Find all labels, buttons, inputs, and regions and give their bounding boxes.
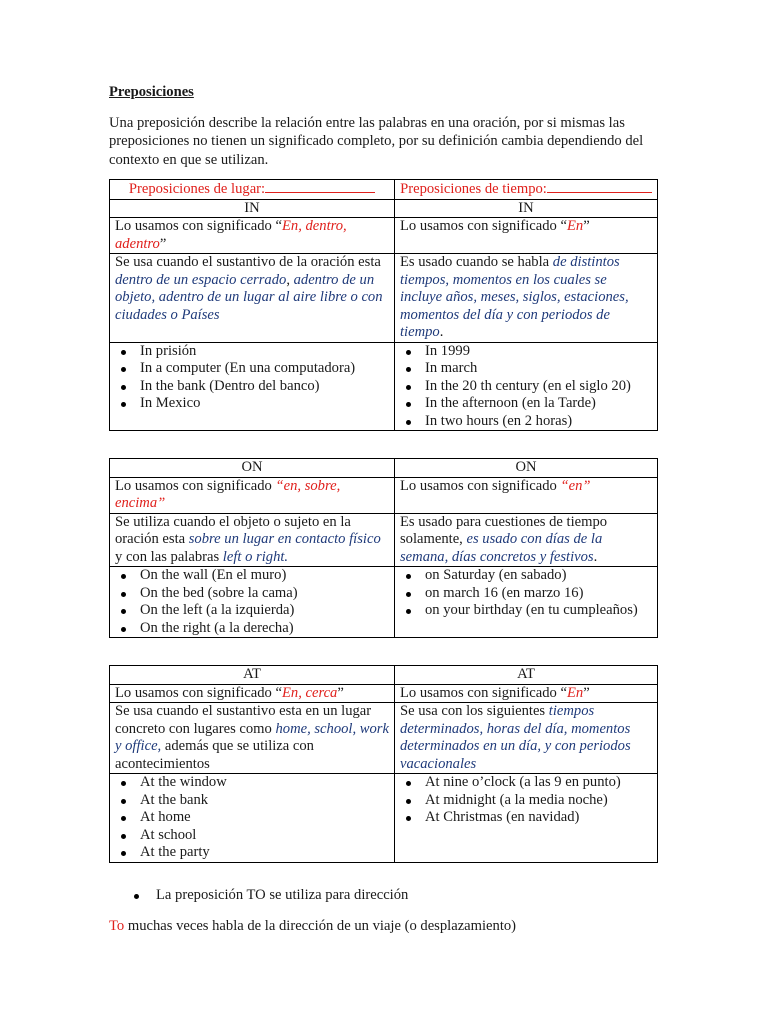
list-item: In prisión	[140, 343, 389, 361]
list-item: On the bed (sobre la cama)	[140, 585, 389, 603]
col-head-left: AT	[110, 666, 395, 685]
on-table	[109, 458, 658, 638]
desc-right: Es usado cuando se habla de distintos tiempos, momentos en los cuales se incluye años, meses, siglos, estaciones, momentos del día y con periodos de tiempo.	[395, 254, 658, 343]
table-row	[110, 774, 658, 863]
table-row	[110, 342, 658, 431]
table-row	[110, 199, 658, 218]
list-item: At school	[140, 827, 389, 845]
list-item: In the bank (Dentro del banco)	[140, 378, 389, 396]
header-tiempo: Preposiciones de tiempo:	[395, 180, 658, 200]
list-item: In the 20 th century (en el siglo 20)	[425, 378, 652, 396]
list-item: On the right (a la derecha)	[140, 620, 389, 638]
examples-left	[110, 342, 395, 431]
desc-right: Se usa con los siguientes tiempos determinados, horas del día, momentos determinados en un día, y con periodos vacacionales	[395, 703, 658, 774]
meaning-left: Lo usamos con significado “En, cerca”	[110, 684, 395, 703]
list-item: In march	[425, 360, 652, 378]
header-lugar: Preposiciones de lugar:	[110, 180, 395, 200]
table-row	[110, 477, 658, 513]
list-item: In the afternoon (en la Tarde)	[425, 395, 652, 413]
desc-left: Se usa cuando el sustantivo de la oración esta dentro de un espacio cerrado, adentro de un objeto, adentro de un lugar al aire libre o con ciudades o Países	[110, 254, 395, 343]
table-row	[110, 666, 658, 685]
desc-right: Es usado para cuestiones de tiempo solamente, es usado con días de la semana, días concretos y festivos.	[395, 513, 658, 567]
list-item: In two hours (en 2 horas)	[425, 413, 652, 431]
list-item: At nine o’clock (a las 9 en punto)	[425, 774, 652, 792]
list-item: At midnight (a la media noche)	[425, 792, 652, 810]
list-item: At Christmas (en navidad)	[425, 809, 652, 827]
intro-paragraph: Una preposición describe la relación entre las palabras en una oración, por si mismas las preposiciones no tienen un significado completo, por su definición cambia dependiendo del contexto en que se utilizan.	[109, 114, 644, 168]
col-head-left: IN	[110, 199, 395, 218]
list-item: At the window	[140, 774, 389, 792]
in-table	[109, 179, 658, 431]
list-item: In 1999	[425, 343, 652, 361]
desc-left: Se utiliza cuando el objeto o sujeto en la oración esta sobre un lugar en contacto físico y con las palabras left o right.	[110, 513, 395, 567]
list-item: In Mexico	[140, 395, 389, 413]
examples-right	[395, 567, 658, 638]
desc-left: Se usa cuando el sustantivo esta en un lugar concreto con lugares como home, school, work y office, además que se utiliza con acontecimientos	[110, 703, 395, 774]
page-title: Preposiciones	[109, 84, 194, 100]
examples-left	[110, 774, 395, 863]
meaning-left: Lo usamos con significado “en, sobre, encima”	[110, 477, 395, 513]
list-item: on your birthday (en tu cumpleaños)	[425, 602, 652, 620]
meaning-right: Lo usamos con significado “En”	[395, 218, 658, 254]
meaning-right: Lo usamos con significado “en”	[395, 477, 658, 513]
to-bullet-item: La preposición TO se utiliza para dirección	[109, 887, 659, 905]
table-row	[110, 684, 658, 703]
list-item: On the wall (En el muro)	[140, 567, 389, 585]
section-header-row	[110, 180, 658, 200]
examples-right	[395, 774, 658, 863]
examples-left	[110, 567, 395, 638]
col-head-right: AT	[395, 666, 658, 685]
col-head-right: IN	[395, 199, 658, 218]
to-word: To	[109, 918, 125, 934]
table-row	[110, 218, 658, 254]
table-row	[110, 254, 658, 343]
table-row	[110, 513, 658, 567]
col-head-right: ON	[395, 459, 658, 478]
table-row	[110, 703, 658, 774]
at-table	[109, 665, 658, 863]
list-item: on Saturday (en sabado)	[425, 567, 652, 585]
list-item: In a computer (En una computadora)	[140, 360, 389, 378]
col-head-left: ON	[110, 459, 395, 478]
meaning-left: Lo usamos con significado “En, dentro, adentro”	[110, 218, 395, 254]
list-item: on march 16 (en marzo 16)	[425, 585, 652, 603]
examples-right	[395, 342, 658, 431]
document-page	[109, 84, 659, 936]
list-item: At home	[140, 809, 389, 827]
meaning-right: Lo usamos con significado “En”	[395, 684, 658, 703]
table-row	[110, 567, 658, 638]
list-item: At the bank	[140, 792, 389, 810]
table-row	[110, 459, 658, 478]
to-paragraph: To muchas veces habla de la dirección de un viaje (o desplazamiento)	[109, 918, 517, 934]
list-item: On the left (a la izquierda)	[140, 602, 389, 620]
list-item: At the party	[140, 844, 389, 862]
